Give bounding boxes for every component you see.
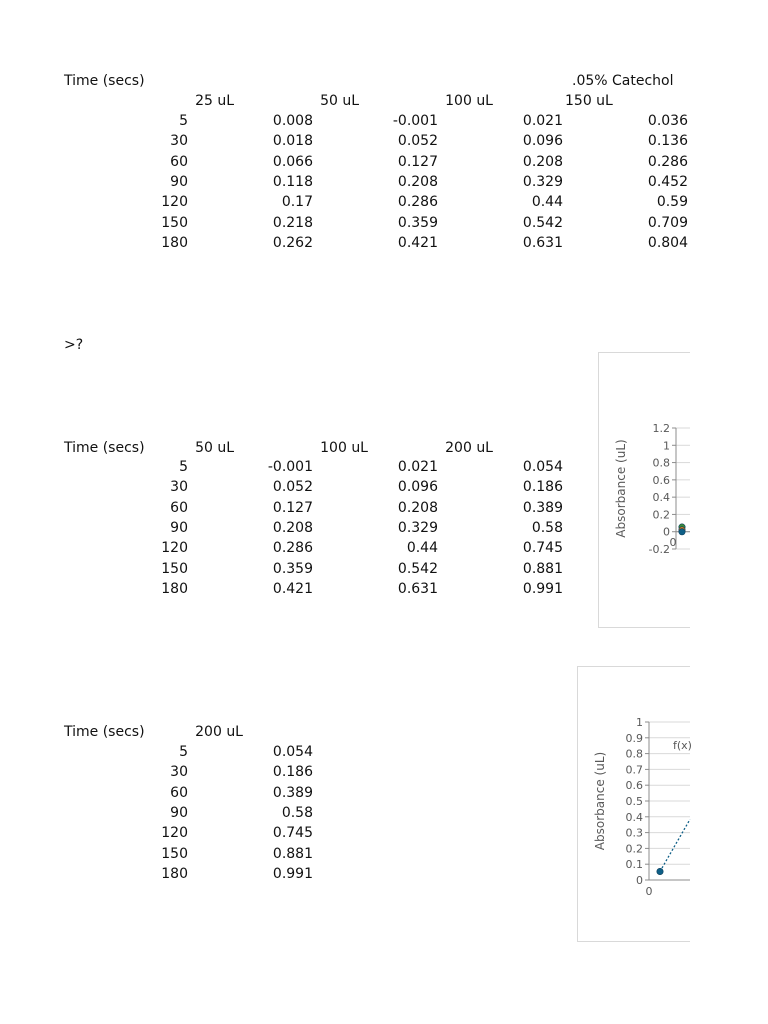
y-tick-label: 0.9: [625, 731, 643, 745]
time-cell: 5: [179, 744, 188, 760]
y-tick-label: 0.1: [625, 858, 643, 872]
value-cell: 0.262: [272, 234, 313, 251]
value-cell: 0.136: [647, 133, 688, 150]
value-cell: -0.001: [392, 113, 438, 129]
value-cell: 0.286: [397, 194, 438, 211]
column-header: 25 uL: [195, 93, 234, 109]
time-label: Time (secs): [64, 724, 145, 740]
value-cell: 0.881: [522, 560, 563, 577]
value-cell: 0.186: [272, 764, 313, 781]
y-tick-label: 0.8: [652, 456, 670, 470]
value-cell: 0.59: [656, 194, 688, 211]
value-cell: 0.359: [397, 214, 438, 231]
time-cell: 90: [170, 173, 188, 190]
value-cell: 0.542: [522, 214, 563, 231]
value-cell: 0.745: [272, 825, 313, 842]
value-cell: 0.58: [531, 519, 563, 536]
value-cell: 0.096: [522, 133, 563, 150]
value-cell: 0.036: [647, 113, 688, 129]
value-cell: 0.208: [397, 173, 438, 190]
value-cell: 0.421: [272, 580, 313, 597]
time-label: Time (secs): [64, 73, 145, 89]
value-cell: 0.58: [281, 804, 313, 821]
value-cell: 0.44: [406, 540, 438, 557]
time-cell: 30: [170, 133, 188, 150]
table-title: .05% Catechol: [572, 73, 674, 89]
y-tick-label: 0.4: [625, 810, 643, 824]
time-cell: 90: [170, 804, 188, 821]
y-tick-label: 0.2: [625, 842, 643, 856]
y-axis-label: Absorbance (uL): [593, 751, 607, 851]
value-cell: 0.208: [397, 499, 438, 516]
value-cell: 0.991: [522, 580, 563, 597]
value-cell: 0.881: [272, 845, 313, 862]
y-tick-label: 1.2: [652, 422, 670, 435]
time-cell: 120: [161, 540, 188, 557]
time-cell: 150: [161, 845, 188, 862]
column-header: 150 uL: [565, 93, 613, 109]
chart-2[interactable]: [577, 666, 690, 942]
value-cell: 0.008: [272, 113, 313, 129]
time-cell: 120: [161, 194, 188, 211]
value-cell: 0.421: [397, 234, 438, 251]
x-tick-label: 0: [669, 536, 677, 549]
time-cell: 150: [161, 560, 188, 577]
data-point: [679, 529, 685, 535]
chart-1-plot: [599, 353, 690, 627]
time-cell: 30: [170, 479, 188, 496]
time-cell: 30: [170, 764, 188, 781]
value-cell: 0.054: [272, 744, 313, 760]
value-cell: 0.096: [397, 479, 438, 496]
column-header: 200 uL: [445, 440, 493, 456]
value-cell: 0.17: [281, 194, 313, 211]
value-cell: 0.44: [531, 194, 563, 211]
value-cell: 0.452: [647, 173, 688, 190]
value-cell: 0.389: [522, 499, 563, 516]
y-tick-label: -0.2: [648, 543, 670, 556]
time-cell: 180: [161, 865, 188, 882]
column-header: 50 uL: [320, 93, 359, 109]
column-header: 100 uL: [320, 440, 368, 456]
value-cell: 0.631: [397, 580, 438, 597]
value-cell: 0.054: [522, 459, 563, 475]
y-tick-label: 0.7: [625, 763, 643, 777]
time-cell: 5: [179, 459, 188, 475]
time-cell: 60: [170, 784, 188, 801]
value-cell: 0.208: [272, 519, 313, 536]
time-cell: 120: [161, 825, 188, 842]
y-tick-label: 0: [636, 874, 643, 887]
value-cell: 0.021: [397, 459, 438, 475]
value-cell: 0.389: [272, 784, 313, 801]
chart-1[interactable]: [598, 352, 690, 628]
y-tick-label: 0.5: [625, 795, 643, 808]
value-cell: 0.329: [397, 519, 438, 536]
time-cell: 5: [179, 113, 188, 129]
value-cell: 0.329: [522, 173, 563, 190]
value-cell: 0.066: [272, 153, 313, 170]
value-cell: 0.542: [397, 560, 438, 577]
trendline: [660, 819, 690, 871]
y-tick-label: 0.2: [652, 508, 670, 522]
value-cell: 0.052: [272, 479, 313, 496]
time-cell: 90: [170, 519, 188, 536]
value-cell: 0.186: [522, 479, 563, 496]
value-cell: 0.991: [272, 865, 313, 882]
time-cell: 60: [170, 153, 188, 170]
time-cell: 60: [170, 499, 188, 516]
y-tick-label: 0: [663, 525, 670, 539]
chart-2-plot: [578, 667, 690, 941]
value-cell: 0.745: [522, 540, 563, 557]
y-tick-label: 0.6: [625, 779, 643, 793]
data-point: [657, 868, 663, 874]
value-cell: 0.052: [397, 133, 438, 150]
y-tick-label: 1: [663, 439, 670, 453]
y-tick-label: 0.8: [625, 747, 643, 761]
trendline-label: f(x): [673, 738, 692, 752]
value-cell: 0.286: [647, 153, 688, 170]
value-cell: 0.286: [272, 540, 313, 557]
time-label: Time (secs): [64, 440, 145, 456]
value-cell: 0.709: [647, 214, 688, 231]
value-cell: 0.127: [397, 153, 438, 170]
value-cell: -0.001: [267, 459, 313, 475]
y-axis-label: Absorbance (uL): [614, 439, 628, 538]
value-cell: 0.127: [272, 499, 313, 516]
column-header: 50 uL: [195, 440, 234, 456]
value-cell: 0.359: [272, 560, 313, 577]
y-tick-label: 0.6: [652, 473, 670, 487]
column-header: 100 uL: [445, 93, 493, 109]
note-text: >?: [64, 337, 84, 353]
time-cell: 180: [161, 234, 188, 251]
value-cell: 0.208: [522, 153, 563, 170]
value-cell: 0.218: [272, 214, 313, 231]
time-cell: 180: [161, 580, 188, 597]
value-cell: 0.804: [647, 234, 688, 251]
value-cell: 0.118: [272, 173, 313, 190]
time-cell: 150: [161, 214, 188, 231]
column-header: 200 uL: [195, 724, 243, 740]
y-tick-label: 1: [636, 716, 643, 729]
value-cell: 0.021: [522, 113, 563, 129]
x-tick-label: 0: [645, 885, 653, 898]
value-cell: 0.018: [272, 133, 313, 150]
value-cell: 0.631: [522, 234, 563, 251]
y-tick-label: 0.4: [652, 491, 670, 505]
y-tick-label: 0.3: [625, 826, 643, 840]
